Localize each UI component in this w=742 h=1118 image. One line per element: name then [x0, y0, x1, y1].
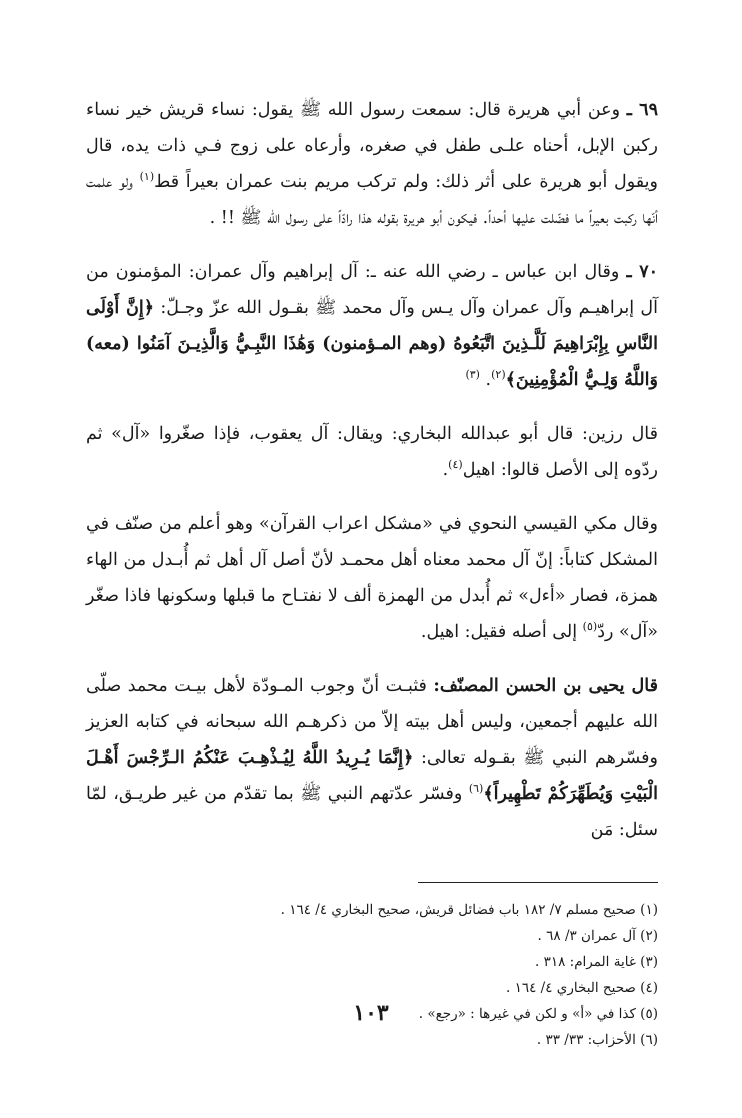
footnote-2: (٢) آل عمران ٣/ ٦٨ .	[537, 928, 658, 944]
paragraph-razin	[86, 416, 658, 488]
author-heading: قال يحيى بن الحسن المصنّف:	[433, 676, 658, 696]
footnote-divider	[418, 882, 658, 883]
paragraph-70	[86, 254, 658, 398]
paragraph-69	[86, 92, 658, 236]
footnote-ref: (٢)	[491, 368, 506, 382]
footnote-5: (٥) كذا في «أ» و لكن في غيرها : «رجع» .	[418, 1006, 658, 1022]
paragraph-tail: .	[442, 460, 449, 480]
quran-verse: ﴿إِنَّ أَوْلَى النَّاسِ بِإِبْرَاهِيمَ لَلَّـذِينَ اتَّبَعُوهُ (وهم المـؤمنون) وَهَٰذَا النَّبِـيُّ وَالَّذِيـنَ آمَنُوا (معه) وَاللَّهُ وَلِـيُّ الْمُؤْمِنِينَ﴾	[86, 298, 658, 390]
paragraph-author	[86, 668, 658, 848]
footnote-1: (١) صحيح مسلم ٧/ ١٨٢ باب فضائل قريش، صحيح البخاري ٤/ ١٦٤ .	[280, 902, 658, 918]
footnote-ref: (٣)	[465, 368, 480, 382]
paragraph-text: وقال مكي القيسي النحوي في «مشكل اعراب القرآن» وهو أعلم من صنّف في المشكل كتاباً: إنّ آل محمد معناه أهل محمـد لأنّ أصل آل أهل ثم أُبـدل من الهاء همزة، فصار «أءل» ثم أُبدل من الهمزة ألف لا نفتـاح ما قبلها وسكونها فاذا صغّر «آل» ردّ	[86, 514, 658, 642]
footnote-6: (٦) الأحزاب: ٣٣/ ٣٣ .	[536, 1032, 658, 1048]
paragraph-text: وعن أبي هريرة قال: سمعت رسول الله ﷺ يقول: نساء قريش خير نساء ركبن الإبل، أحناه علـى طفل في صغره، وأرعاه على زوج فـي ذات يده، قال ويقول أبو هريرة على أثر ذلك: ولم تركب مريم بنت عمران بعيراً قط	[86, 100, 658, 192]
footnote-ref: (٤)	[448, 458, 463, 472]
hadith-number: ٦٩ ـ	[626, 100, 658, 120]
paragraph-text: قال رزين: قال أبو عبدالله البخاري: ويقال: آل يعقوب، فإذا صغّروا «آل» ثم ردّوه إلى الأصل قالوا: اهيل	[86, 424, 658, 480]
paragraph-tail: وفسّر عدّتهم النبي ﷺ بما تقدّم من غير طريـق، لمّا سئل: مَن	[86, 784, 658, 840]
footnote-ref: (٥)	[582, 620, 598, 634]
hadith-number: ٧٠ ـ	[626, 262, 658, 282]
paragraph-text: فثبـت أنّ وجوب المـودّة لأهل بيـت محمد صلّى الله عليهم أجمعين، وليس أهل بيته إلاّ من ذكرهـم الله سبحانه في كتابه العزيز وفسّرهم النبي ﷺ بقـوله تعالى:	[86, 676, 658, 768]
footnote-ref: (١)	[139, 170, 155, 184]
quran-verse: ﴿إِنَّمَا يُـرِيدُ اللَّهُ لِيُـذْهِـبَ عَنْكُمُ الـرِّجْسَ أَهْـلَ الْبَيْتِ وَيُطَهِّرَكُمْ تَطْهِيراً﴾	[86, 748, 658, 804]
paragraph-tail: إلى أصله فقيل: اهيل.	[420, 622, 578, 642]
footnote-ref: (٦)	[468, 782, 484, 796]
footnote-3: (٣) غاية المرام: ٣١٨ .	[535, 954, 658, 970]
paragraph-makki	[86, 506, 658, 650]
page-number: ١٠٣	[353, 1000, 389, 1026]
footnotes-list	[86, 897, 658, 1053]
paragraph-tail: .	[479, 370, 492, 390]
paragraph-tail: ولو علمت أنّها ركبت بعيراً ما فضّلت عليها أحداً. فيكون أبو هريرة بقوله هذا رادّاً على رسول الله ﷺ !! .	[86, 172, 658, 228]
footnote-4: (٤) صحيح البخاري ٤/ ١٦٤ .	[506, 980, 658, 996]
paragraph-text: وقال ابن عباس ـ رضي الله عنه ـ: آل إبراهيم وآل عمران: المؤمنون من آل إبراهيـم وآل عمران وآل يـس وآل محمد ﷺ بقـول الله عزّ وجـلّ:	[86, 262, 658, 318]
